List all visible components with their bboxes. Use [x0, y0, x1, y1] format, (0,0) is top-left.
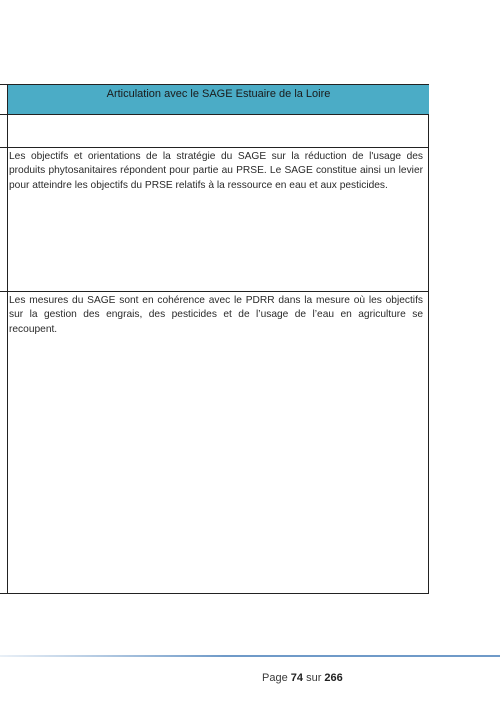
page-prefix: Page	[262, 672, 288, 684]
left-column-edge	[0, 148, 8, 291]
page-current: 74	[290, 672, 304, 684]
table-header-row	[0, 84, 429, 114]
table-row-empty	[0, 114, 429, 147]
page-total: 266	[324, 672, 343, 684]
table-cell-text-pdrr: Les mesures du SAGE sont en cohérence avec le PDRR dans la mesure où les objectifs sur la gestion des engrais, des pesticides et de l’usage de l’eau en agriculture se recoupent.	[9, 295, 423, 335]
page-number	[262, 672, 343, 684]
left-column-edge	[0, 85, 8, 114]
left-column-edge	[0, 115, 8, 147]
left-column-edge	[0, 292, 8, 594]
footer-divider	[0, 655, 500, 657]
articulation-table	[0, 84, 429, 594]
table-cell-text-prse: Les objectifs et orientations de la stratégie du SAGE sur la réduction de l'usage des produits phytosanitaires répondent pour partie au PRSE. Le SAGE constitue ainsi un levier pour atteindre les objectifs du PRSE relatifs à la ressource en eau et aux pesticides.	[9, 151, 423, 191]
table-row-prse	[0, 147, 429, 291]
table-row-pdrr	[0, 291, 429, 594]
page-separator: sur	[306, 672, 322, 684]
table-header-title: Articulation avec le SAGE Estuaire de la Loire	[106, 88, 331, 100]
